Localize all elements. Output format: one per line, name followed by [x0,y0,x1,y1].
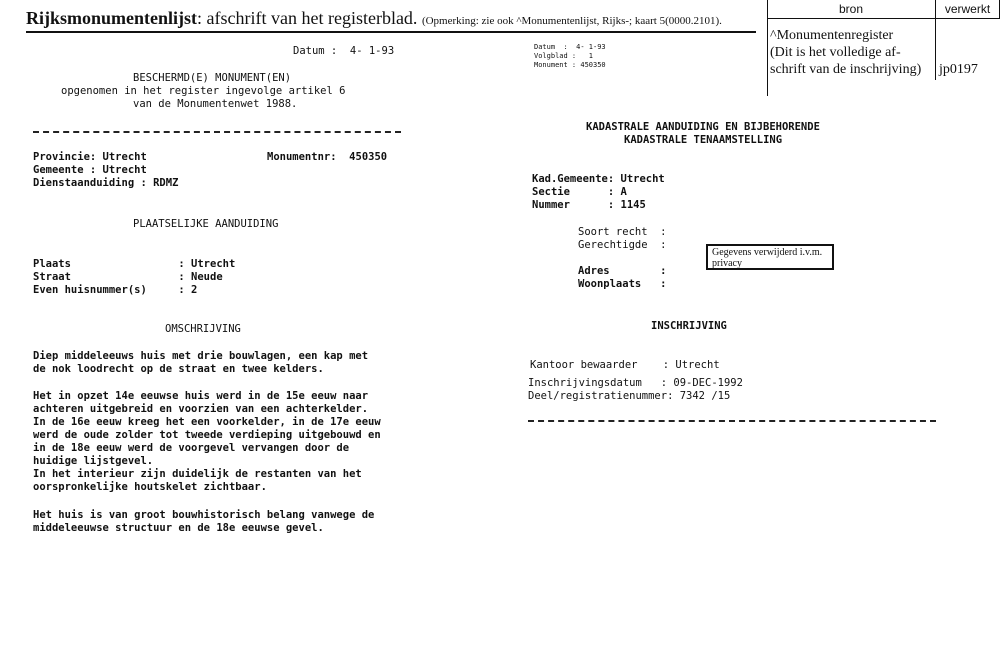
description-line: oorspronkelijke houtskelet zichtbaar. [33,481,267,493]
small-monument: Monument : 450350 [534,61,606,69]
deel-registratienummer: Deel/registratienummer: 7342 /15 [528,390,731,402]
woonplaats: Woonplaats : [578,278,667,290]
column-header-verwerkt: verwerkt [944,2,991,16]
plaats: Plaats : Utrecht [33,258,236,270]
heading-kadastrale: KADASTRALE AANDUIDING EN BIJBEHORENDE [586,121,820,133]
heading-inschrijving: INSCHRIJVING [651,320,727,332]
adres: Adres : [578,265,667,277]
dashed-separator [33,131,401,133]
datum: Datum : 4- 1-93 [293,45,395,57]
description-line: In het interieur zijn duidelijk de restanten van het [33,468,362,480]
inschrijvingsdatum: Inschrijvingsdatum : 09-DEC-1992 [528,377,743,389]
description-line: Het huis is van groot bouwhistorisch belang vanwege de [33,509,375,521]
straat: Straat : Neude [33,271,223,283]
kantoor-bewaarder: Kantoor bewaarder : Utrecht [530,359,720,371]
dashed-separator [528,420,936,422]
column-header-bron: bron [838,2,864,16]
description-line: in de 18e eeuw werd de voorgevel vervangen door de [33,442,350,454]
privacy-redaction-box: Gegevens verwijderd i.v.m. privacy [706,244,834,270]
heading-omschrijving: OMSCHRIJVING [165,323,241,335]
description-line: middeleeuwse structuur en de 18e eeuwse gevel. [33,522,324,534]
heading-register: opgenomen in het register ingevolge artikel 6 [61,85,346,97]
verwerkt-value: jp0197 [939,62,978,77]
description-line: Het in opzet 14e eeuwse huis werd in de 15e eeuw naar [33,390,369,402]
gerechtigde: Gerechtigde : [578,239,667,251]
kad-gemeente: Kad.Gemeente: Utrecht [532,173,665,185]
monumentnr: Monumentnr: 450350 [267,151,388,163]
small-datum: Datum : 4- 1-93 [534,43,606,51]
small-volgblad: Volgblad : 1 [534,52,594,60]
bron-line: schrift van de inschrijving) [770,62,922,77]
description-line: huidige lijstgevel. [33,455,154,467]
nummer: Nummer : 1145 [532,199,646,211]
description-line: Diep middeleeuws huis met drie bouwlagen, een kap met [33,350,369,362]
source-table [767,0,1000,96]
description-line: werd de oude zolder tot tweede verdieping uitgebouwd en [33,429,381,441]
page-title [26,8,722,29]
bron-line: ^Monumentenregister [770,28,894,43]
heading-beschermd: BESCHERMD(E) MONUMENT(EN) [133,72,292,84]
description-line: achteren uitgebreid en voorzien van een achterkelder. [33,403,369,415]
bron-line: (Dit is het volledige af- [770,45,901,60]
gemeente: Gemeente : Utrecht [33,164,147,176]
huisnummer: Even huisnummer(s) : 2 [33,284,198,296]
heading-monumentenwet: van de Monumentenwet 1988. [133,98,298,110]
provincie: Provincie: Utrecht [33,151,147,163]
description-line: In de 16e eeuw kreeg het een voorkelder, in de 17e eeuw [33,416,381,428]
heading-plaatselijke: PLAATSELIJKE AANDUIDING [133,218,279,230]
sectie: Sectie : A [532,186,627,198]
heading-tenaamstelling: KADASTRALE TENAAMSTELLING [624,134,783,146]
description-line: de nok loodrecht op de straat en twee kelders. [33,363,324,375]
title-bold: Rijksmonumentenlijst [26,8,198,28]
soort-recht: Soort recht : [578,226,667,238]
dienstaanduiding: Dienstaanduiding : RDMZ [33,177,179,189]
title-rest: : afschrift van het registerblad. [197,8,418,28]
title-note: (Opmerking: zie ook ^Monumentenlijst, Rijks-; kaart 5(0000.2101). [421,15,722,27]
title-underline [26,31,756,33]
